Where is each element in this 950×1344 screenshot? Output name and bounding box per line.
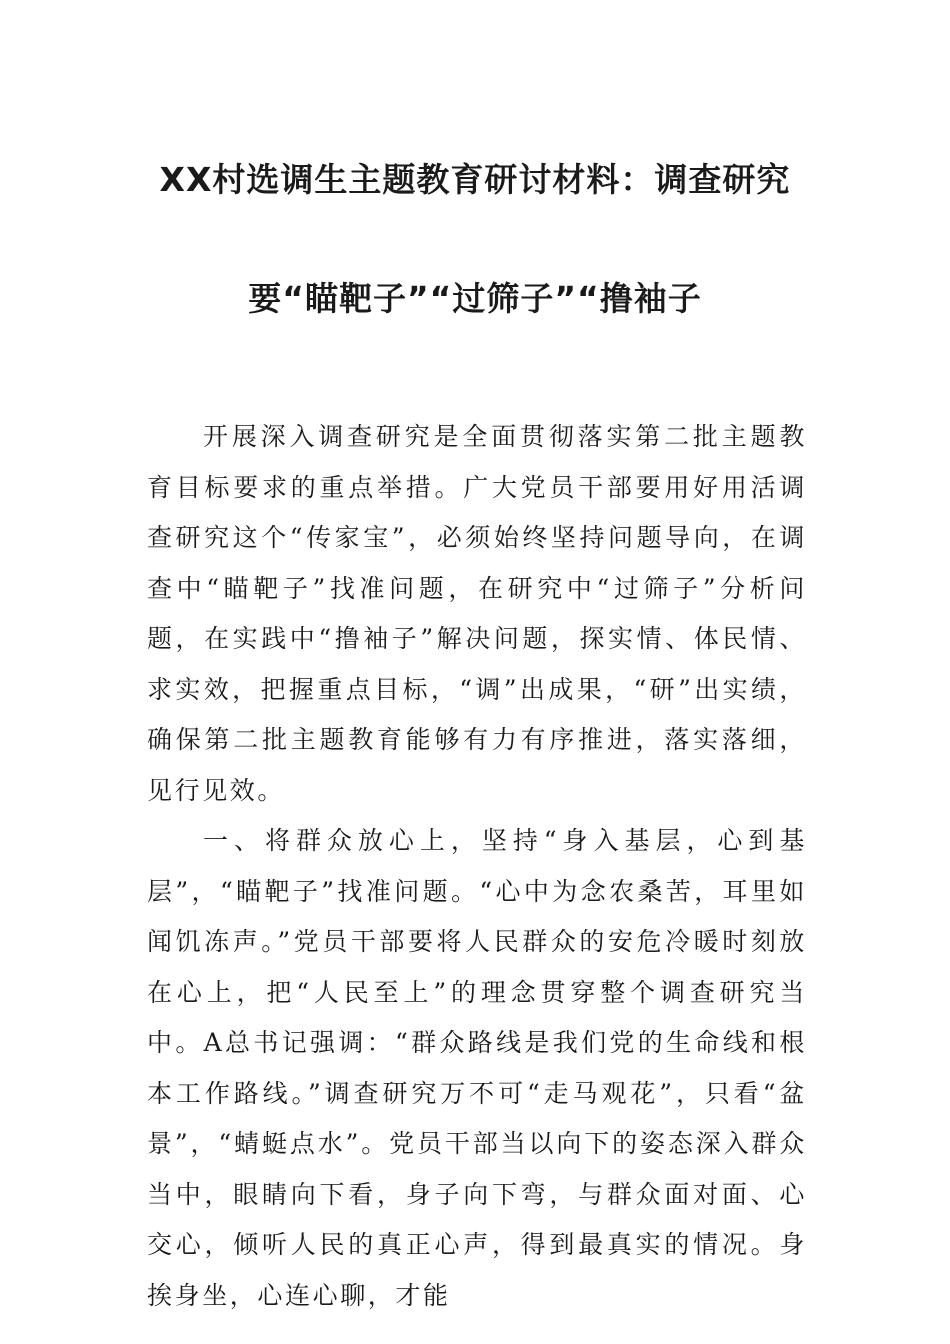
paragraph-intro: 开展深入调查研究是全面贯彻落实第二批主题教育目标要求的重点举措。广大党员干部要用好用活调查研究这个“传家宝”，必须始终坚持问题导向，在调查中“瞄靶子”找准问题，在研究中“过筛子”分析问题，在实践中“撸袖子”解决问题，探实情、体民情、求实效，把握重点目标，“调”出成果，“研”出实绩，确保第二批主题教育能够有力有序推进，落实落细，见行见效。 [147,422,807,805]
document-title-line-2: 要“瞄靶子”“过筛子”“撸袖子 [248,279,702,318]
document-title-line-1: XX村选调生主题教育研讨材料：调查研究 [159,160,791,199]
paragraph-section-one: 一、将群众放心上，坚持“身入基层，心到基层”，“瞄靶子”找准问题。“心中为念农桑苦，耳里如闻饥冻声。”党员干部要将人民群众的安危冷暖时刻放在心上，把“人民至上”的理念贯穿整个调查研究当中。A总书记强调：“群众路线是我们党的生命线和根本工作路线。”调查研究万不可“走马观花”，只看“盆景”，“蜻蜓点水”。党员干部当以向下的姿态深入群众当中，眼睛向下看，身子向下弯，与群众面对面、心交心，倾听人民的真正心声，得到最真实的情况。身挨身坐，心连心聊，才能 [147,826,807,1310]
document-body [147,412,807,1321]
